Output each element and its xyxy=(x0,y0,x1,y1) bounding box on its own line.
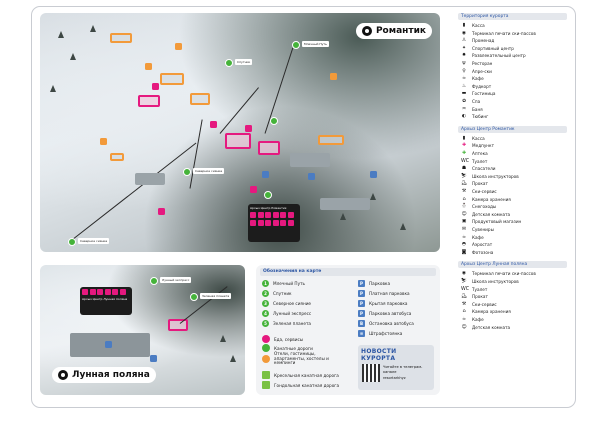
cafe-icon: ☕ xyxy=(461,234,467,240)
ticket-icon: ▮ xyxy=(462,23,466,28)
legend-item-label: Аэростат xyxy=(472,242,493,248)
tree-icon xyxy=(90,25,96,32)
cable-line xyxy=(220,87,259,134)
bus-parking-icon: P xyxy=(358,310,365,317)
legend-parking-label: Крытая парковка xyxy=(369,300,408,306)
legend-item xyxy=(461,60,492,67)
legend-item xyxy=(461,203,496,210)
legend-parking-label: Штрафстоянка xyxy=(369,330,403,336)
legend-cable-label: Кресельная канатная дорога xyxy=(274,372,339,378)
legend-item-label: Променад xyxy=(472,38,495,44)
legend-item-label: Апре-ски xyxy=(472,68,492,74)
restaurant-icon: ψ xyxy=(462,61,466,66)
lift-station-icon[interactable] xyxy=(264,191,272,199)
aerostat-icon: ◓ xyxy=(461,242,467,248)
legend-item xyxy=(461,211,510,218)
legend-item xyxy=(461,45,514,52)
legend-item-label: Терминал печати ски-пассов xyxy=(472,30,536,36)
sport-icon: ✦ xyxy=(461,45,467,51)
legend-item xyxy=(461,68,492,75)
legend-item xyxy=(461,218,521,225)
service-building xyxy=(225,133,251,149)
lift-tag: Северное сияние xyxy=(80,239,108,243)
section-header: Архыз Центр Лунная поляна xyxy=(458,261,567,268)
rental-icon: ⛸ xyxy=(461,181,468,187)
cable-line xyxy=(180,286,228,324)
tubing-icon: ◐ xyxy=(461,114,467,120)
lift-number-badge: 3 xyxy=(262,300,269,307)
legend-item-label: Прокат xyxy=(472,294,488,300)
lift-station-icon[interactable] xyxy=(225,59,233,67)
lift-station-icon[interactable] xyxy=(150,277,158,285)
bath-icon: ♒ xyxy=(461,106,467,112)
fun-icon: ✸ xyxy=(461,53,467,59)
chairlift-icon xyxy=(262,371,270,379)
legend-cable xyxy=(262,371,339,379)
medical-icon: ✚ xyxy=(461,143,467,149)
zone-swatch xyxy=(262,355,270,363)
legend-item-label: Кафе xyxy=(472,234,484,240)
lunnaya-map[interactable] xyxy=(40,265,245,395)
legend-item-label: Продуктовый магазин xyxy=(472,219,522,225)
legend-item-label: Камера хранения xyxy=(472,196,511,202)
kids-icon: ☺ xyxy=(461,211,467,217)
parking-building xyxy=(290,153,330,167)
legend-item xyxy=(461,90,495,97)
parking-icon[interactable] xyxy=(308,173,315,180)
lift-tag: Млечный Путь xyxy=(304,42,327,46)
romantik-label-text: Романтик xyxy=(375,26,426,36)
cable-line xyxy=(190,119,203,188)
walk-icon: ♙ xyxy=(461,38,467,44)
lift-station-icon[interactable] xyxy=(68,238,76,246)
hotel-icon[interactable] xyxy=(330,73,337,80)
legend-parking-label: Платная парковка xyxy=(369,290,410,296)
legend-item-label: Сувениры xyxy=(472,227,494,232)
legend-item xyxy=(461,308,511,315)
ticket-icon: ▮ xyxy=(462,135,466,141)
legend-item-label: Спа xyxy=(472,99,481,104)
legend-item xyxy=(461,98,480,105)
impound-icon: ≡ xyxy=(359,330,364,336)
tree-icon xyxy=(220,335,226,342)
tree-icon xyxy=(230,355,236,362)
legend-lift xyxy=(262,309,311,317)
legend-item xyxy=(461,83,491,90)
lift-tag: Северное сияние xyxy=(195,169,223,173)
romantik-center-popup[interactable] xyxy=(248,204,300,242)
apres-icon: ♀ xyxy=(462,68,466,74)
heat-icon: ◉ xyxy=(461,271,467,277)
legend-header: Обозначения на карте xyxy=(260,268,436,276)
cable-line xyxy=(70,143,197,242)
food-icon[interactable] xyxy=(158,208,165,215)
lunnaya-label-text: Лунная поляна xyxy=(72,370,150,380)
legend-item xyxy=(461,37,494,44)
legend-item xyxy=(461,180,488,187)
tree-icon xyxy=(340,213,346,220)
souvenir-icon: ✉ xyxy=(461,227,467,232)
legend-lift xyxy=(262,279,305,287)
legend-cable xyxy=(262,381,339,389)
parking-icon[interactable] xyxy=(150,355,157,362)
covered-parking-icon: P xyxy=(358,300,365,307)
legend-item-label: Ски-сервис xyxy=(472,301,497,307)
storage-icon: ⌂ xyxy=(462,196,466,202)
legend-item xyxy=(461,142,494,149)
legend-item xyxy=(461,324,510,331)
lunnaya-label[interactable] xyxy=(52,367,156,383)
legend-item xyxy=(461,301,497,308)
service-icon: ⚒ xyxy=(461,301,467,307)
popup-title: Архыз Центр Романтик xyxy=(250,206,287,210)
legend-lift xyxy=(262,299,311,307)
service-building xyxy=(258,141,280,155)
lift-number-badge: 2 xyxy=(262,290,269,297)
service-building xyxy=(138,95,160,107)
legend-item xyxy=(461,241,492,248)
rescue-icon: ☗ xyxy=(461,166,467,172)
legend-item-label: Кафе xyxy=(472,76,484,82)
food-icon[interactable] xyxy=(245,125,252,132)
romantik-label[interactable] xyxy=(356,23,432,39)
legend-item xyxy=(461,30,536,37)
wc-icon: WC xyxy=(461,286,470,292)
legend-item xyxy=(461,150,488,157)
legend-item-label: Терминал печати ски-пассов xyxy=(472,271,536,277)
pharmacy-icon: ✚ xyxy=(461,151,467,156)
legend-item-label: Спасатели xyxy=(472,166,496,172)
spa-icon: ✿ xyxy=(461,99,467,104)
location-pin-icon xyxy=(362,26,372,36)
legend-item-label: Аптека xyxy=(472,151,488,156)
kids-icon: ☺ xyxy=(461,324,467,330)
lift-station-icon[interactable] xyxy=(190,293,198,301)
food-icon[interactable] xyxy=(152,83,159,90)
tree-icon xyxy=(58,31,64,38)
news-subtitle: Читайте в телеграм-канале xyxy=(383,365,423,374)
legend-lift xyxy=(262,289,292,297)
legend-item xyxy=(461,286,487,293)
legend-item-label: Кафе xyxy=(472,317,484,322)
legend-item-label: Камера хранения xyxy=(472,309,511,315)
legend-item-label: Снегоходы xyxy=(472,204,497,210)
lift-tag: Спутник xyxy=(237,60,251,64)
legend-parking-label: Парковка xyxy=(369,280,391,286)
hotel-icon[interactable] xyxy=(145,63,152,70)
news-title-2: КУРОРТА xyxy=(361,355,396,362)
legend-item xyxy=(461,316,484,323)
cable-line xyxy=(265,48,294,134)
legend-item xyxy=(461,270,536,277)
legend-zone xyxy=(262,353,344,365)
parking-icon[interactable] xyxy=(105,341,112,348)
legend-item-label: Развлекательный центр xyxy=(472,53,526,59)
legend-item xyxy=(461,234,484,241)
zone-swatch xyxy=(262,335,270,343)
lift-tag: Зеленая планета xyxy=(202,294,230,298)
lunnaya-center-popup[interactable] xyxy=(80,287,132,315)
legend-item-label: Баня xyxy=(472,106,483,112)
legend-item xyxy=(461,158,487,165)
cafe-icon: ☕ xyxy=(461,317,467,322)
legend-item-label: Тюбинг xyxy=(472,114,489,120)
legend-lift-label: Зеленая планета xyxy=(273,320,311,326)
legend-item-label: Гостиница xyxy=(472,91,496,97)
bus-stop-icon: B xyxy=(359,320,364,326)
legend-zone xyxy=(262,335,303,343)
legend-lift-label: Спутник xyxy=(273,290,292,296)
legend-item xyxy=(461,249,493,256)
parking-icon[interactable] xyxy=(370,171,377,178)
legend-item-label: Детская комната xyxy=(472,324,511,330)
legend-item-label: Касса xyxy=(472,135,485,141)
hotel-icon[interactable] xyxy=(175,43,182,50)
legend-item xyxy=(461,75,484,82)
legend-parking-label: Остановка автобуса xyxy=(369,320,414,326)
legend-zone-label: Еда, сервисы xyxy=(274,336,304,342)
tree-icon xyxy=(400,223,406,230)
section-header: Архыз Центр Романтик xyxy=(458,126,567,133)
legend-item-label: Школа инструкторов xyxy=(472,173,519,179)
legend-item xyxy=(461,165,496,172)
legend-item xyxy=(461,226,494,233)
legend-item-label: Медпункт xyxy=(472,143,495,149)
lift-number-badge: 4 xyxy=(262,310,269,317)
lift-tag: Лунный экспресс xyxy=(162,278,190,282)
popup-title: Архыз Центр Лунная поляна xyxy=(82,297,128,301)
legend-parking xyxy=(358,329,402,337)
legend-lift xyxy=(262,319,311,327)
romantik-map[interactable] xyxy=(40,13,440,252)
school-icon: ⛷ xyxy=(461,279,468,284)
legend-parking xyxy=(358,299,407,307)
service-icon: ⚒ xyxy=(461,189,467,194)
lift-number-badge: 1 xyxy=(262,280,269,287)
legend-item xyxy=(461,278,519,285)
hotel-building xyxy=(318,135,344,145)
lift-station-icon[interactable] xyxy=(292,41,300,49)
legend-item xyxy=(461,22,485,29)
legend-item-label: Спортивный центр xyxy=(472,45,514,51)
hotel-icon: ▬ xyxy=(461,91,467,97)
legend-item-label: Фудкорт xyxy=(472,83,492,89)
legend-item xyxy=(461,188,497,195)
hotel-building xyxy=(190,93,210,105)
legend-parking xyxy=(358,279,390,287)
legend-item xyxy=(461,196,511,203)
legend-lift-label: Северное сияние xyxy=(273,300,311,306)
legend-item-label: Школа инструкторов xyxy=(472,279,519,284)
school-icon: ⛷ xyxy=(461,173,468,179)
telegram-handle[interactable]: resortarkhyz xyxy=(383,376,406,380)
lift-number-badge: 5 xyxy=(262,320,269,327)
heat-icon: ◉ xyxy=(461,30,467,36)
legend-lift-label: Лунный экспресс xyxy=(273,310,312,316)
service-building xyxy=(168,319,188,331)
storage-icon: ⌂ xyxy=(462,309,466,315)
hotel-building xyxy=(160,73,184,85)
legend-lift-label: Млечный Путь xyxy=(273,280,305,286)
legend-item xyxy=(461,135,485,142)
food-icon[interactable] xyxy=(250,186,257,193)
legend-cable-label: Гондольная канатная дорога xyxy=(274,382,340,388)
legend-item-label: Ресторан xyxy=(472,61,493,66)
tree-icon xyxy=(370,193,376,200)
wc-icon: WC xyxy=(461,158,470,164)
tree-icon xyxy=(50,85,56,92)
foodcourt-icon: ♨ xyxy=(461,83,467,89)
photo-icon: ◙ xyxy=(461,249,467,255)
legend-item-label: Прокат xyxy=(472,181,488,187)
legend-zone-label: Канатные дороги xyxy=(274,345,313,351)
parking-icon: P xyxy=(358,280,365,287)
legend-item-label: Фотозона xyxy=(472,249,494,255)
parking-icon[interactable] xyxy=(262,171,269,178)
legend-item xyxy=(461,173,519,180)
section-header: Территория курорта xyxy=(458,13,567,20)
legend-item xyxy=(461,113,488,120)
location-pin-icon xyxy=(58,370,68,380)
lift-station-icon[interactable] xyxy=(183,168,191,176)
parking-building xyxy=(135,173,165,185)
zone-swatch xyxy=(262,344,270,352)
hotel-building xyxy=(110,153,124,161)
legend-item xyxy=(461,293,488,300)
shop-icon: ▣ xyxy=(461,219,467,225)
qr-code-icon[interactable] xyxy=(362,364,380,382)
legend-item-label: Туалет xyxy=(472,158,488,164)
parking-building xyxy=(320,198,370,210)
news-title-1: НОВОСТИ xyxy=(361,348,397,355)
news-banner[interactable] xyxy=(358,345,434,390)
sled-icon: ⛄ xyxy=(461,204,467,210)
cafe-icon: ☕ xyxy=(461,76,467,82)
paid-parking-icon: P xyxy=(358,290,365,297)
rental-icon: ⛸ xyxy=(461,294,468,300)
legend-parking xyxy=(358,319,414,327)
legend-parking xyxy=(358,289,410,297)
legend-item-label: Детская комната xyxy=(472,211,511,217)
legend-parking-label: Парковка автобуса xyxy=(369,310,412,316)
tree-icon xyxy=(70,53,76,60)
food-icon[interactable] xyxy=(210,121,217,128)
legend-item-label: Ски-сервис xyxy=(472,189,497,194)
legend-parking xyxy=(358,309,411,317)
legend-item-label: Туалет xyxy=(472,286,488,292)
hotel-building xyxy=(110,33,132,43)
lift-station-icon[interactable] xyxy=(270,117,278,125)
gondola-icon xyxy=(262,381,270,389)
legend-item xyxy=(461,52,526,59)
legend-zone-label: Отели, гостиницы, апартаменты, хостелы и кемпинги xyxy=(274,351,329,366)
legend-item xyxy=(461,106,483,113)
hotel-icon[interactable] xyxy=(100,138,107,145)
legend-item-label: Касса xyxy=(472,23,485,28)
